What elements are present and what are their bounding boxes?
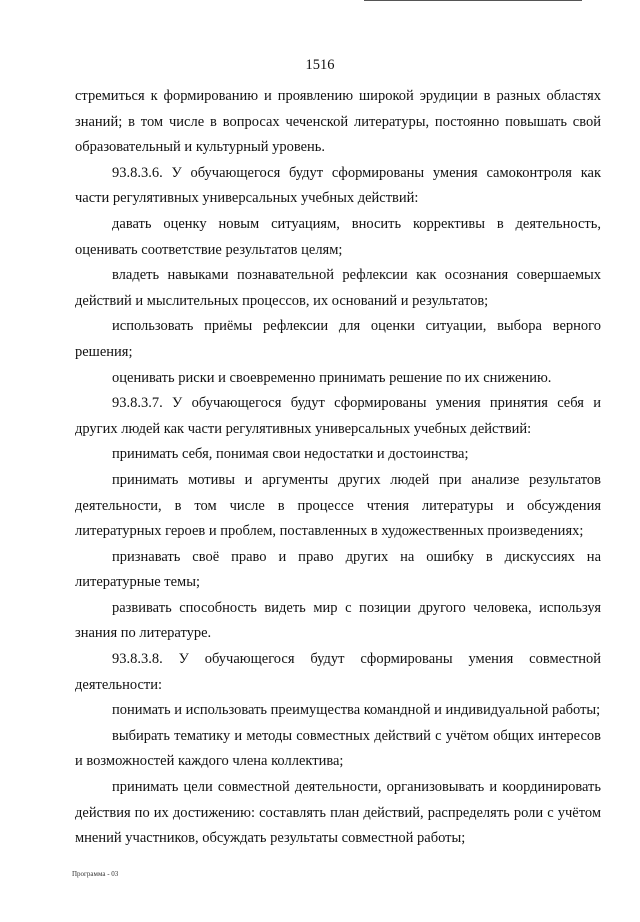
page-footer: Программа - 03 (72, 870, 119, 878)
list-item-paragraph: оценивать риски и своевременно принимать решение по их снижению. (112, 369, 552, 386)
list-item-paragraph: владеть навыками познавательной рефлексии как осознания совершаемых действий и мыслительных процессов, их оснований и результатов; (75, 267, 601, 309)
list-item-paragraph: развивать способность видеть мир с позиции другого человека, используя знания по литературе. (75, 599, 601, 642)
paragraph-continuation: стремиться к формированию и проявлению широкой эрудиции в разных областях знаний; в том числе в вопросах чеченской литературы, постоянно повышать свой образовательный и культурный уровень. (75, 88, 601, 156)
page-number: 1516 (305, 57, 335, 73)
list-item-paragraph: выбирать тематику и методы совместных действий с учётом общих интересов и возможностей каждого члена коллектива; (75, 727, 601, 770)
section-heading-93-8-3-6: 93.8.3.6. У обучающегося будут сформированы умения самоконтроля как части регулятивных универсальных учебных действий: (75, 164, 601, 207)
list-item-paragraph: давать оценку новым ситуациям, вносить коррективы в деятельность, оценивать соответствие результатов целям; (75, 215, 601, 258)
list-item-paragraph: принимать цели совместной деятельности, организовывать и координировать действия по их достижению: составлять план действий, распределять роли с учётом мнений участников, обсуждать результаты совместной работы; (75, 779, 601, 847)
list-item-paragraph: принимать мотивы и аргументы других людей при анализе результатов деятельности, в том числе в процессе чтения литературы и обсуждения литературных героев и проблем, поставленных в художественных произведениях; (75, 471, 601, 540)
list-item-paragraph: признавать своё право и право других на ошибку в дискуссиях на литературные темы; (75, 548, 601, 591)
document-body (75, 84, 601, 852)
list-item-paragraph: принимать себя, понимая свои недостатки и достоинства; (112, 446, 469, 463)
list-item-paragraph: использовать приёмы рефлексии для оценки ситуации, выбора верного решения; (75, 318, 601, 360)
list-item-paragraph: понимать и использовать преимущества командной и индивидуальной работы; (112, 702, 601, 719)
top-rule (364, 0, 582, 1)
section-heading-93-8-3-7: 93.8.3.7. У обучающегося будут сформированы умения принятия себя и других людей как части регулятивных универсальных учебных действий: (75, 395, 601, 437)
section-heading-93-8-3-8: 93.8.3.8. У обучающегося будут сформированы умения совместной деятельности: (75, 651, 601, 693)
